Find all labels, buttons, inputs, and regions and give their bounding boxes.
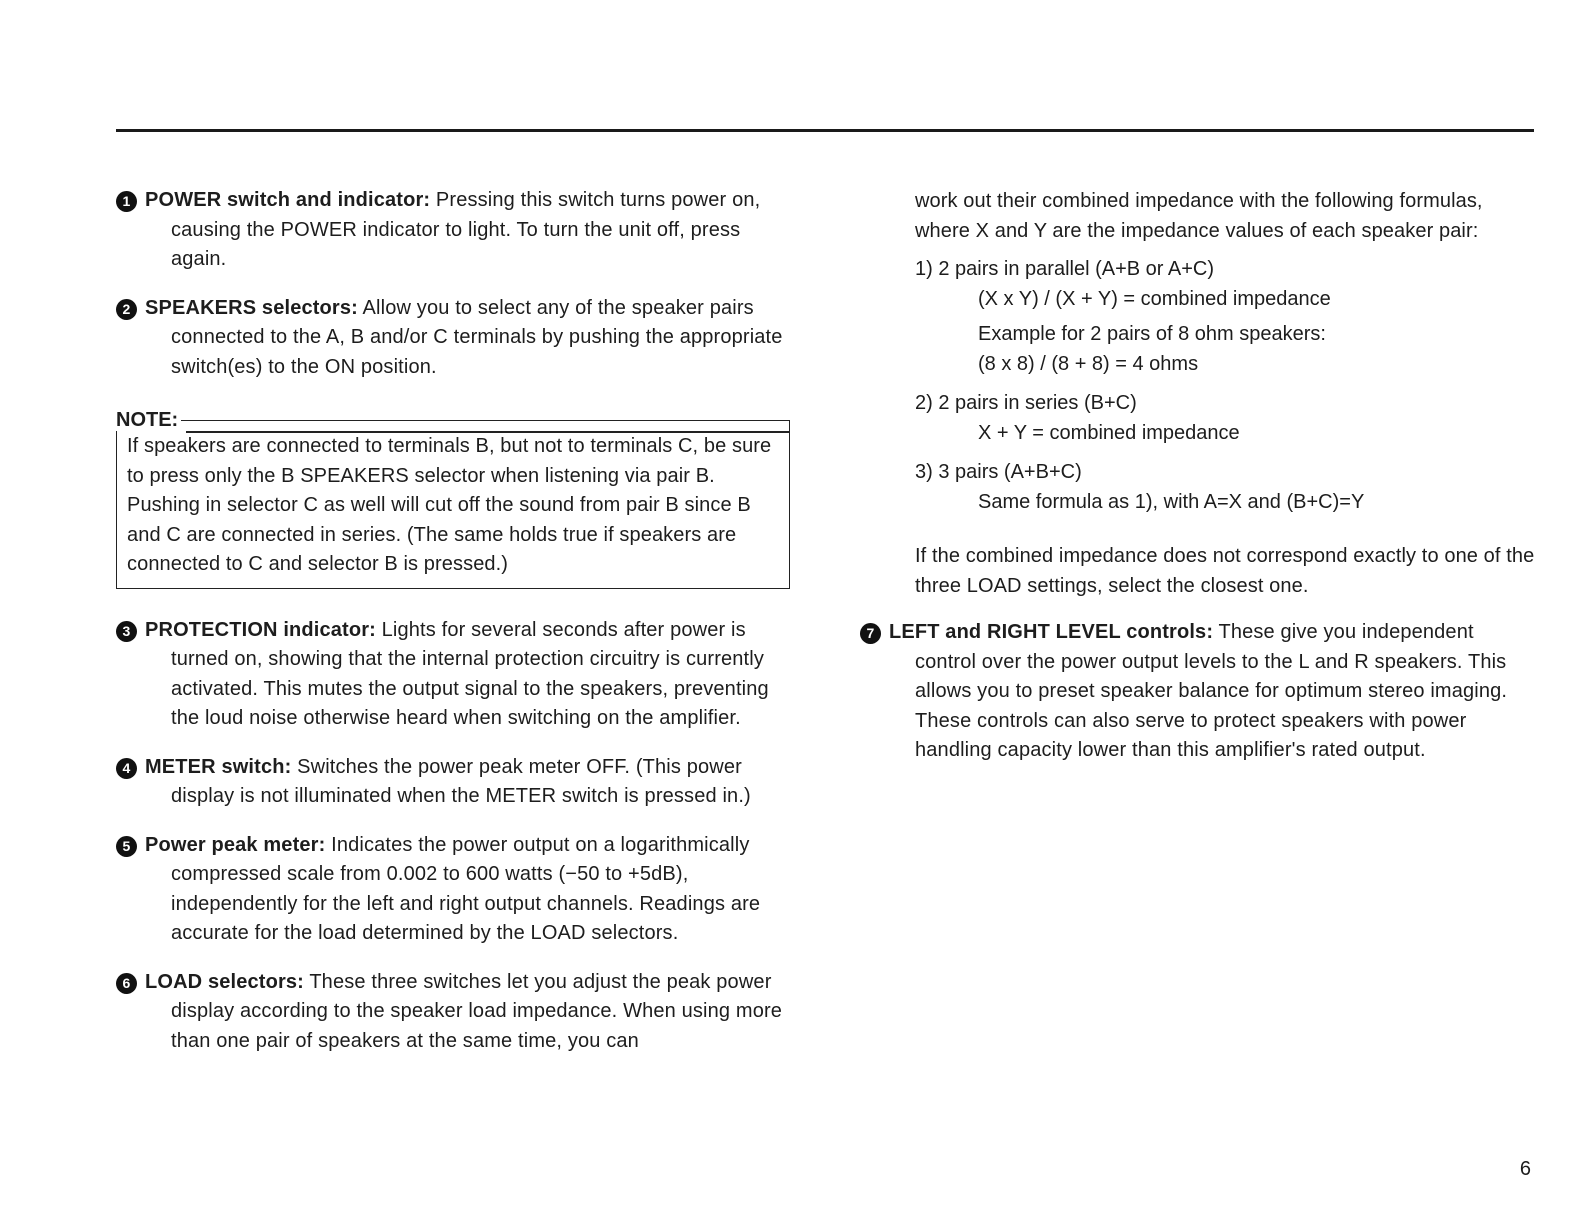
item-paragraph: [116, 616, 792, 734]
item-level-controls: [860, 618, 1540, 766]
impedance-intro: work out their combined impedance with the following formulas, where X and Y are the impedance values of each speaker pair:: [915, 190, 1483, 242]
item-paragraph: [116, 831, 792, 949]
item-paragraph: [116, 294, 792, 383]
item-text: These three switches let you adjust the peak power display according to the speaker load impedance. When using more than one pair of speakers at the same time, you can: [171, 970, 783, 1052]
item-paragraph: [116, 968, 792, 1057]
example-label: Example for 2 pairs of 8 ohm speakers:: [978, 323, 1326, 345]
item-term: Power peak meter:: [145, 833, 326, 856]
formula-list: [915, 254, 1540, 517]
item-power-peak-meter: [116, 831, 792, 949]
formula-text: X + Y = combined impedance: [978, 422, 1240, 444]
formula-item-series: [915, 388, 1540, 448]
item-paragraph: [116, 186, 792, 275]
formula-text: (X x Y) / (X + Y) = combined impedance: [978, 288, 1331, 310]
item-text: Allow you to select any of the speaker pairs connected to the A, B and/or C terminals by pushing the appropriate switch(es) to the ON position.: [171, 296, 783, 378]
page-number: 6: [1519, 1158, 1531, 1180]
number-badge-3: 3: [116, 621, 137, 642]
left-column: [116, 186, 792, 1056]
item-term: LEFT and RIGHT LEVEL controls:: [889, 621, 1214, 643]
number-badge-4: 4: [116, 758, 137, 779]
item-text: Pressing this switch turns power on, causing the POWER indicator to light. To turn the unit off, press again.: [171, 189, 761, 270]
note-box: [116, 420, 790, 589]
item-term: POWER switch and indicator:: [145, 189, 431, 211]
note-label: NOTE:: [116, 409, 181, 431]
formula-heading: 3) 3 pairs (A+B+C): [915, 461, 1082, 483]
item-term: METER switch:: [145, 755, 292, 778]
number-badge-7: 7: [860, 623, 881, 644]
note-text: If speakers are connected to terminals B, but not to terminals C, be sure to press only the B SPEAKERS selector when listening via pair B. Pushing in selector C as well will cut off the sound from pair B since B and C are connected in series. (The same holds true if speakers are connected to C and selector B is pressed.): [127, 435, 772, 575]
number-badge-6: 6: [116, 973, 137, 994]
item-term: LOAD selectors:: [145, 970, 304, 993]
closing-note: If the combined impedance does not correspond exactly to one of the three LOAD settings, select the closest one.: [915, 545, 1535, 597]
formula-item-three-pairs: [915, 457, 1540, 517]
example-formula: (8 x 8) / (8 + 8) = 4 ohms: [978, 353, 1199, 375]
right-column: [860, 186, 1540, 766]
item-paragraph: [860, 618, 1540, 766]
note-underline: [186, 431, 790, 433]
number-badge-2: 2: [116, 299, 137, 320]
item-protection-indicator: [116, 616, 792, 734]
item-text: Lights for several seconds after power is turned on, showing that the internal protection circuitry is currently activated. This mutes the output signal to the speakers, preventing the loud noise otherwise heard when switching on the amplifier.: [171, 618, 769, 729]
item-text: These give you independent control over the power output levels to the L and R speakers. This allows you to preset speaker balance for optimum stereo imaging. These controls can also serve to protect speakers with power handling capacity lower than this amplifier's rated output.: [915, 621, 1508, 761]
item-text: Switches the power peak meter OFF. (This power display is not illuminated when the METER switch is pressed in.): [171, 755, 751, 807]
formula-text: Same formula as 1), with A=X and (B+C)=Y: [978, 491, 1365, 513]
number-badge-1: 1: [116, 191, 137, 212]
item-term: PROTECTION indicator:: [145, 618, 376, 641]
formula-heading: 1) 2 pairs in parallel (A+B or A+C): [915, 258, 1215, 280]
item-paragraph: [116, 753, 792, 812]
header-rule: [116, 129, 1534, 132]
number-badge-5: 5: [116, 836, 137, 857]
item-load-selectors: [116, 968, 792, 1057]
note-heading: [116, 407, 792, 433]
item-meter-switch: [116, 753, 792, 812]
item-term: SPEAKERS selectors:: [145, 296, 358, 319]
item-speakers-selectors: [116, 294, 792, 383]
item-power-switch: [116, 186, 792, 275]
formula-item-parallel: [915, 254, 1540, 379]
item-text: Indicates the power output on a logarithmically compressed scale from 0.002 to 600 watts (−50 to +5dB), independently for the left and right output channels. Readings are accurate for the load determined by the LOAD selectors.: [171, 833, 761, 944]
formula-heading: 2) 2 pairs in series (B+C): [915, 392, 1137, 414]
